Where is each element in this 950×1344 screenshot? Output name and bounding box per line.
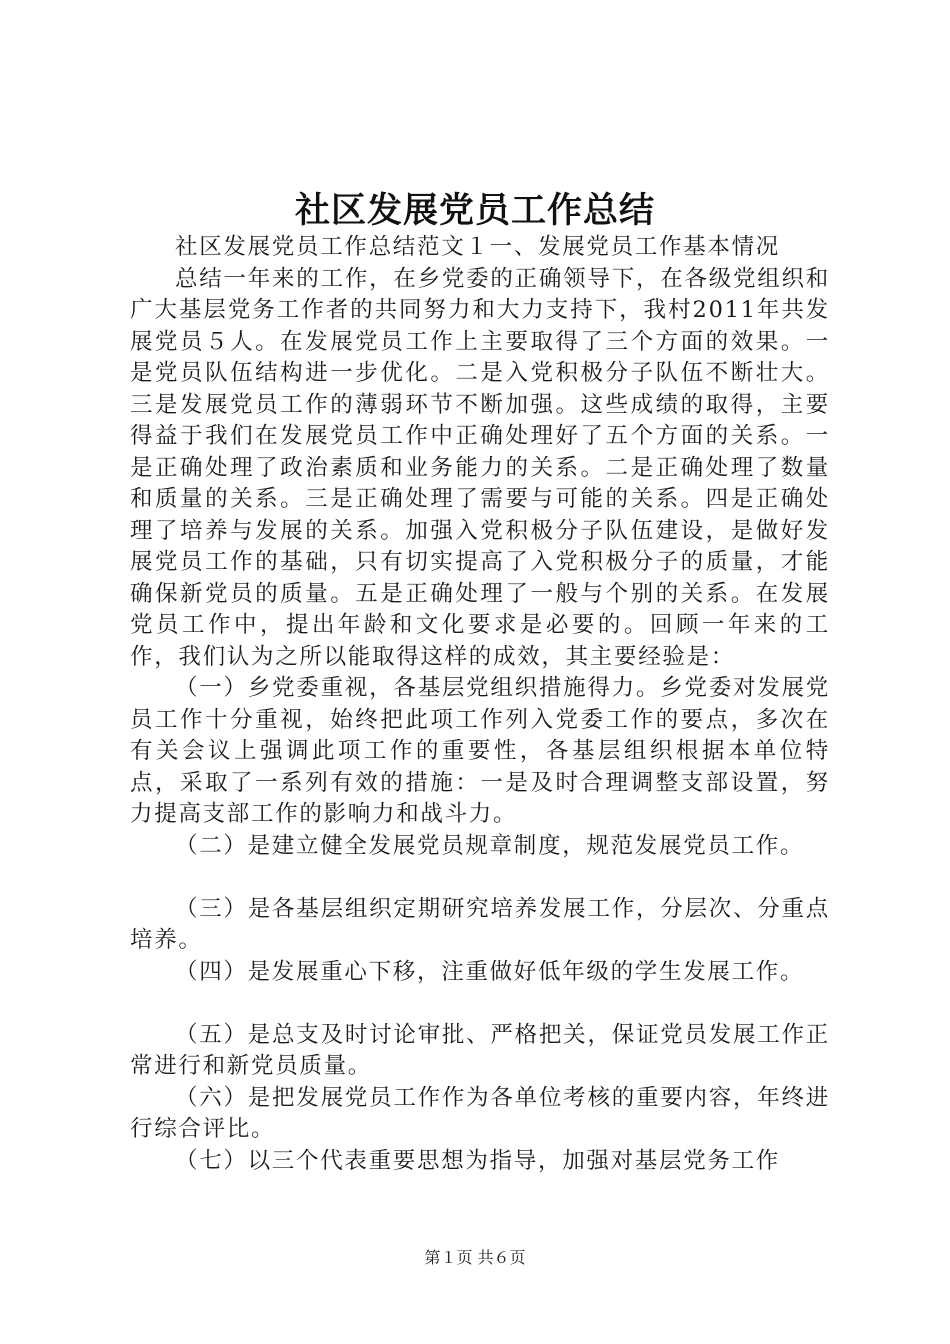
document-body — [130, 232, 830, 1177]
paragraph-intro: 社区发展党员工作总结范文１一、发展党员工作基本情况 — [175, 234, 781, 260]
paragraph-summary: 总结一年来的工作，在乡党委的正确领导下，在各级党组织和广大基层党务工作者的共同努力和大力支持下，我村2011年共发展党员５人。在发展党员工作上主要取得了三个方面的效果。一是党员队伍结构进一步优化。二是入党积极分子队伍不断壮大。三是发展党员工作的薄弱环节不断加强。这些成绩的取得，主要得益于我们在发展党员工作中正确处理好了五个方面的关系。一是正确处理了政治素质和业务能力的关系。二是正确处理了数量和质量的关系。三是正确处理了需要与可能的关系。四是正确处理了培养与发展的关系。加强入党积极分子队伍建设，是做好发展党员工作的基础，只有切实提高了入党积极分子的质量，才能确保新党员的质量。五是正确处理了一般与个别的关系。在发展党员工作中，提出年龄和文化要求是必要的。回顾一年来的工作，我们认为之所以能取得这样的成效，其主要经验是： — [130, 265, 830, 670]
paragraph-item-3: （三）是各基层组织定期研究培养发展工作，分层次、分重点培养。 — [130, 895, 830, 953]
document-title: 社区发展党员工作总结 — [294, 190, 655, 231]
paragraph-item-2: （二）是建立健全发展党员规章制度，规范发展党员工作。 — [175, 832, 805, 859]
paragraph-item-5: （五）是总支及时讨论审批、严格把关，保证党员发展工作正常进行和新党员质量。 — [130, 1021, 830, 1079]
paragraph-item-6: （六）是把发展党员工作作为各单位考核的重要内容，年终进行综合评比。 — [130, 1084, 830, 1142]
paragraph-item-1: （一）乡党委重视，各基层党组织措施得力。乡党委对发展党员工作十分重视，始终把此项工作列入党委工作的要点，多次在有关会议上强调此项工作的重要性，各基层组织根据本单位特点，采取了一系列有效的措施：一是及时合理调整支部设置，努力提高支部工作的影响力和战斗力。 — [130, 675, 830, 827]
page-footer: 第１页 共６页 — [424, 1248, 526, 1267]
paragraph-item-7: （七）以三个代表重要思想为指导，加强对基层党务工作 — [175, 1147, 781, 1174]
paragraph-item-4: （四）是发展重心下移，注重做好低年级的学生发展工作。 — [175, 958, 805, 985]
